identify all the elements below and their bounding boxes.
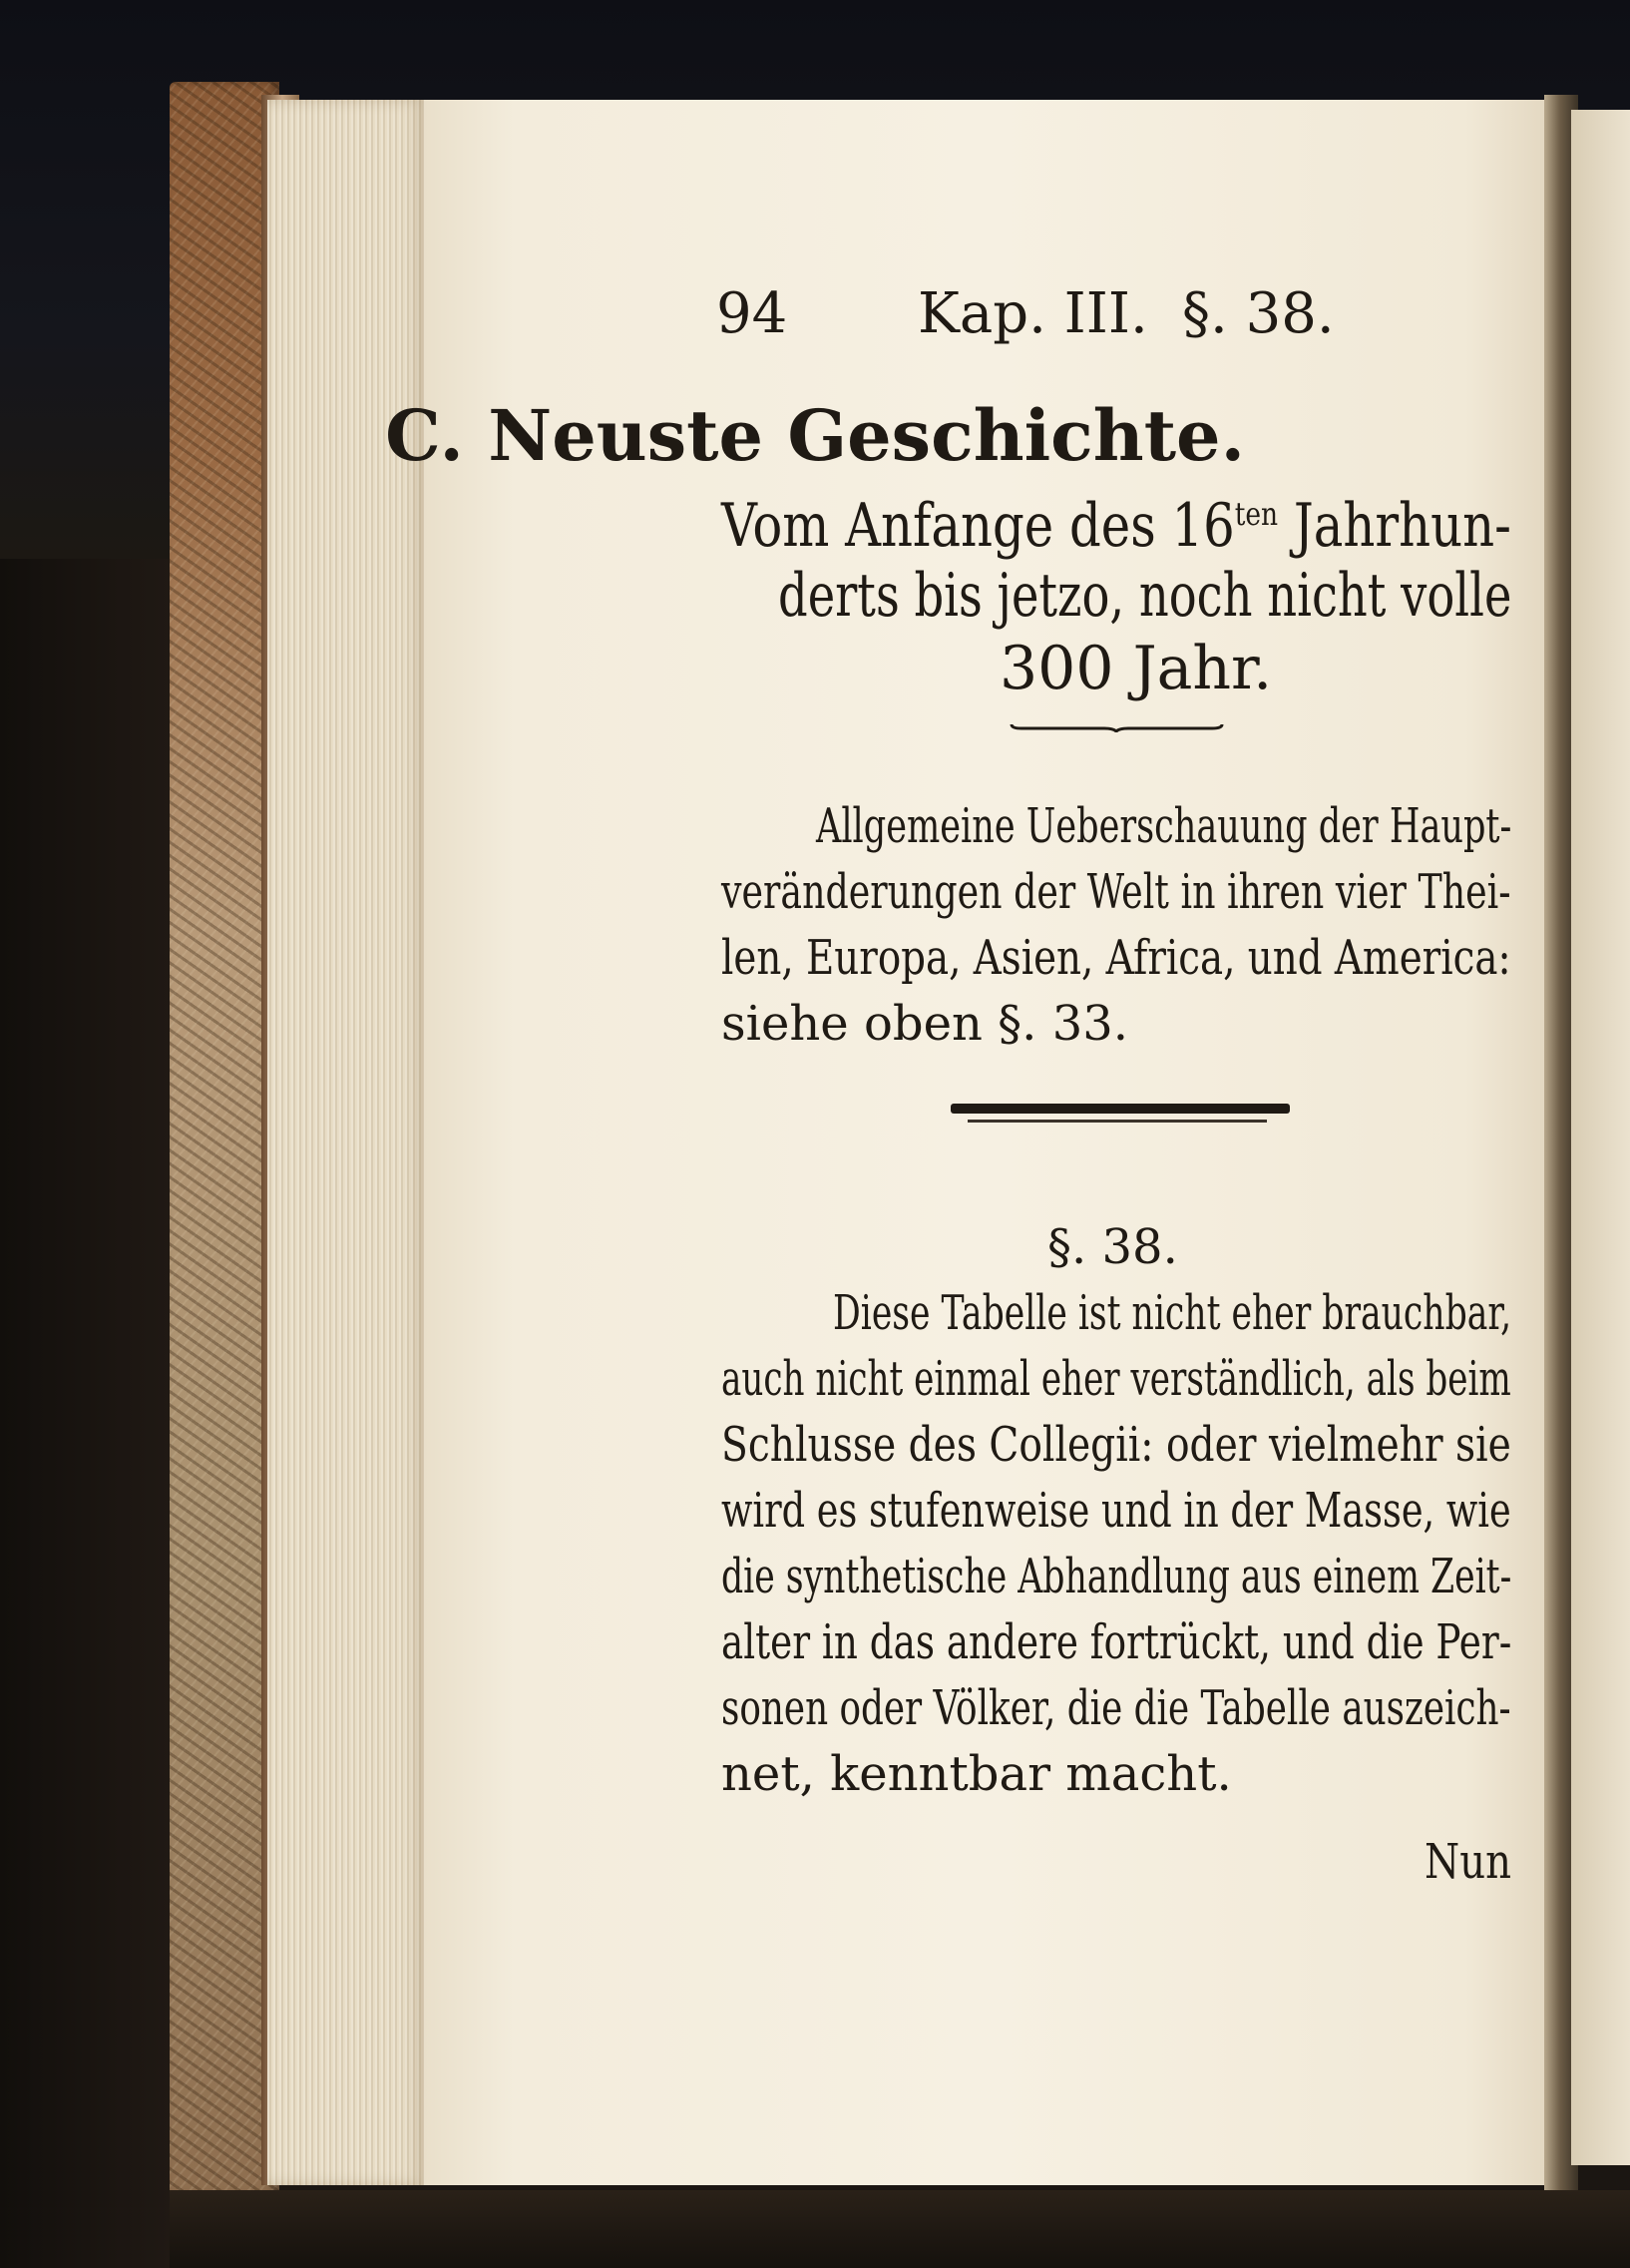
body-line-4: wird es stufenweise und in der Masse, wie bbox=[721, 1483, 1511, 1539]
chapter-title: C. Neuste Geschichte. bbox=[385, 394, 1245, 477]
subtitle-text-end: Jahrhun- bbox=[1278, 491, 1511, 561]
body-line-3: Schlusse des Collegii: oder vielmehr sie bbox=[721, 1417, 1511, 1473]
body-line-2: auch nicht einmal eher verständlich, als beim bbox=[721, 1351, 1511, 1407]
subtitle-text: Vom Anfange des 16 bbox=[721, 491, 1235, 561]
subtitle-line-2: derts bis jetzo, noch nicht volle bbox=[778, 561, 1512, 631]
section-divider-rule bbox=[951, 1104, 1290, 1114]
summary-line-4: siehe oben §. 33. bbox=[721, 996, 1129, 1052]
subtitle-line-3: 300 Jahr. bbox=[1000, 634, 1273, 703]
subtitle-line-1 bbox=[721, 491, 1511, 561]
summary-line-3: len, Europa, Asien, Africa, und America: bbox=[721, 930, 1511, 986]
subtitle-superscript: ten bbox=[1234, 495, 1279, 533]
bottom-shadow bbox=[170, 2190, 1630, 2268]
catchword: Nun bbox=[1425, 1834, 1512, 1890]
section-label: §. 38. bbox=[1047, 1219, 1178, 1275]
body-line-6: alter in das andere fortrückt, und die Per- bbox=[721, 1614, 1512, 1670]
body-line-8: net, kenntbar macht. bbox=[721, 1746, 1232, 1802]
dark-background-left bbox=[0, 559, 172, 2268]
section-divider-rule-thin bbox=[968, 1120, 1267, 1123]
summary-line-1: Allgemeine Ueberschauung der Haupt- bbox=[816, 798, 1512, 854]
summary-line-2: veränderungen der Welt in ihren vier Thei- bbox=[721, 864, 1511, 920]
body-line-5: die synthetische Abhandlung aus einem Zeit- bbox=[721, 1549, 1512, 1604]
body-line-1: Diese Tabelle ist nicht eher brauchbar, bbox=[833, 1285, 1512, 1341]
section-reference: §. 38. bbox=[1182, 281, 1335, 346]
chapter-label: Kap. III. bbox=[918, 281, 1148, 346]
ornament-divider bbox=[1010, 716, 1224, 732]
page-number: 94 bbox=[716, 281, 788, 346]
body-line-7: sonen oder Völker, die die Tabelle auszeich- bbox=[721, 1680, 1511, 1736]
